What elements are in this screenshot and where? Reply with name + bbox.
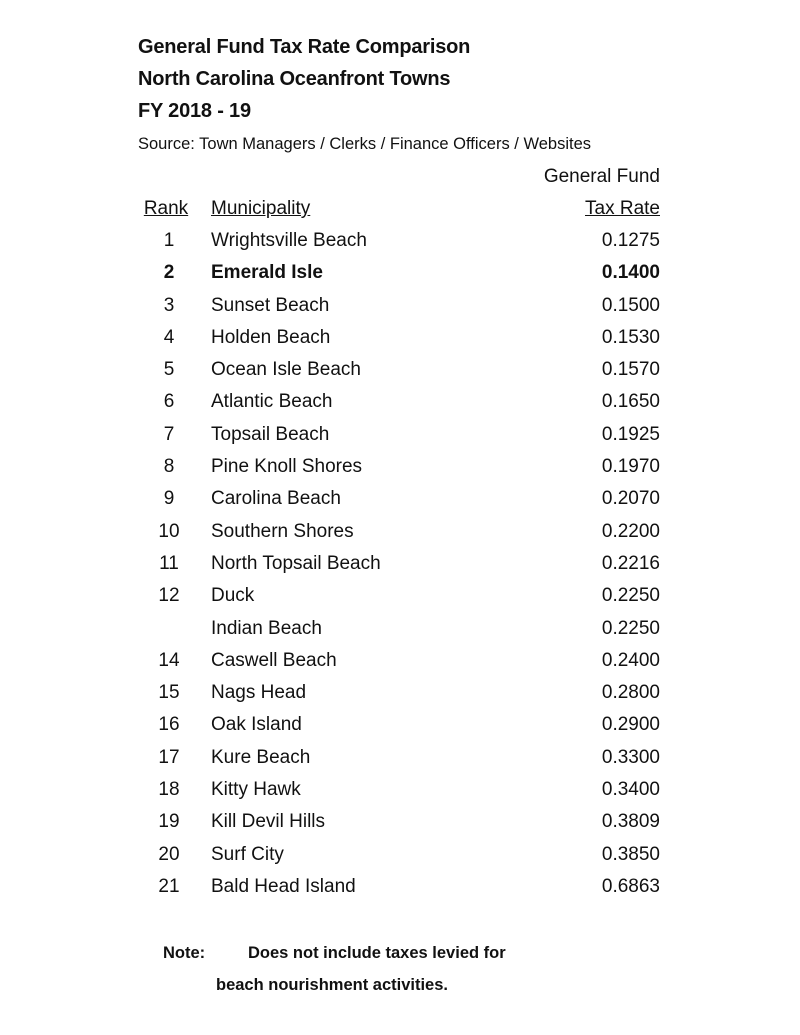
municipality-cell: Kitty Hawk (211, 779, 301, 801)
rank-cell: 20 (158, 843, 180, 865)
municipality-cell: Wrightsville Beach (211, 230, 367, 251)
municipality-cell: North Topsail Beach (211, 552, 381, 574)
rank-cell: 4 (163, 326, 175, 348)
rank-cell: 3 (163, 294, 175, 316)
rank-cell: 2 (163, 262, 175, 284)
table-row (140, 779, 660, 811)
municipality-cell: Caswell Beach (211, 649, 337, 671)
tax-rate-table (140, 230, 660, 908)
rank-cell: 12 (158, 585, 180, 607)
title-line-2: North Carolina Oceanfront Towns (138, 68, 451, 90)
municipality-cell: Bald Head Island (211, 875, 356, 897)
rank-cell: 17 (158, 746, 180, 768)
municipality-cell: Topsail Beach (211, 423, 330, 445)
table-row (140, 553, 660, 585)
note-text-line-2: beach nourishment activities. (216, 976, 448, 994)
header-municipality: Municipality (211, 198, 311, 219)
rank-cell: 18 (158, 779, 180, 801)
fiscal-year-title: FY 2018 - 19 (138, 100, 251, 122)
municipality-cell: Ocean Isle Beach (211, 359, 361, 381)
tax-rate-cell: 0.1275 (601, 230, 660, 251)
municipality-cell: Surf City (211, 843, 284, 865)
table-row (140, 618, 660, 650)
table-row (140, 682, 660, 714)
municipality-cell: Emerald Isle (211, 262, 323, 284)
table-row (140, 585, 660, 617)
tax-rate-cell: 0.2200 (601, 520, 660, 542)
municipality-cell: Holden Beach (211, 326, 331, 348)
tax-rate-cell: 0.3300 (601, 746, 660, 768)
table-row (140, 844, 660, 876)
rank-cell: 16 (158, 714, 180, 736)
table-row (140, 424, 660, 456)
tax-rate-cell: 0.2070 (601, 488, 660, 510)
tax-rate-cell: 0.2216 (601, 552, 660, 574)
municipality-cell: Southern Shores (211, 520, 354, 542)
tax-rate-cell: 0.1530 (601, 326, 660, 348)
municipality-cell: Carolina Beach (211, 488, 341, 510)
tax-rate-cell: 0.6863 (601, 875, 660, 897)
tax-rate-cell: 0.2250 (601, 585, 660, 607)
municipality-cell: Indian Beach (211, 617, 322, 639)
rank-cell: 21 (158, 875, 180, 897)
table-row (140, 747, 660, 779)
rank-cell: 1 (163, 230, 175, 251)
tax-rate-cell: 0.1650 (601, 391, 660, 413)
rank-cell: 14 (158, 649, 180, 671)
municipality-cell: Atlantic Beach (211, 391, 333, 413)
tax-rate-cell: 0.1970 (601, 456, 660, 478)
rank-cell: 11 (159, 552, 179, 574)
municipality-cell: Sunset Beach (211, 294, 330, 316)
tax-rate-cell: 0.2250 (601, 617, 660, 639)
rank-cell: 8 (163, 456, 175, 478)
header-rank: Rank (143, 198, 189, 219)
table-row (140, 811, 660, 843)
header-general-fund: General Fund (543, 166, 660, 187)
municipality-cell: Nags Head (211, 682, 307, 704)
municipality-cell: Pine Knoll Shores (211, 456, 363, 478)
tax-rate-cell: 0.1500 (601, 294, 660, 316)
table-row (140, 488, 660, 520)
tax-rate-cell: 0.1570 (601, 359, 660, 381)
table-row (140, 521, 660, 553)
table-row (140, 359, 660, 391)
tax-rate-cell: 0.2800 (601, 682, 660, 704)
municipality-cell: Kure Beach (211, 746, 311, 768)
municipality-cell: Duck (211, 585, 255, 607)
note-text-line-1: Does not include taxes levied for (248, 944, 506, 962)
table-row (140, 650, 660, 682)
tax-rate-cell: 0.3850 (601, 843, 660, 865)
table-row (140, 230, 660, 262)
municipality-cell: Kill Devil Hills (211, 811, 326, 833)
rank-cell: 6 (163, 391, 175, 413)
table-row (140, 327, 660, 359)
table-row (140, 295, 660, 327)
rank-cell: 7 (163, 423, 175, 445)
table-row (140, 456, 660, 488)
table-row (140, 391, 660, 423)
note-label: Note: (163, 944, 206, 962)
rank-cell: 5 (163, 359, 175, 381)
table-row (140, 876, 660, 908)
tax-rate-cell: 0.3400 (601, 779, 660, 801)
rank-cell: 9 (163, 488, 175, 510)
table-row (140, 262, 660, 294)
tax-rate-cell: 0.1400 (601, 262, 660, 284)
rank-cell: 15 (158, 682, 180, 704)
title-line-1: General Fund Tax Rate Comparison (138, 36, 471, 58)
table-row (140, 714, 660, 746)
header-tax-rate: Tax Rate (585, 198, 660, 219)
rank-cell: 10 (158, 520, 180, 542)
tax-rate-cell: 0.1925 (601, 423, 660, 445)
tax-rate-cell: 0.2400 (601, 649, 660, 671)
tax-rate-cell: 0.2900 (601, 714, 660, 736)
rank-cell: 19 (158, 811, 180, 833)
source-line: Source: Town Managers / Clerks / Finance Officers / Websites (138, 135, 592, 153)
tax-rate-cell: 0.3809 (601, 811, 660, 833)
municipality-cell: Oak Island (211, 714, 302, 736)
